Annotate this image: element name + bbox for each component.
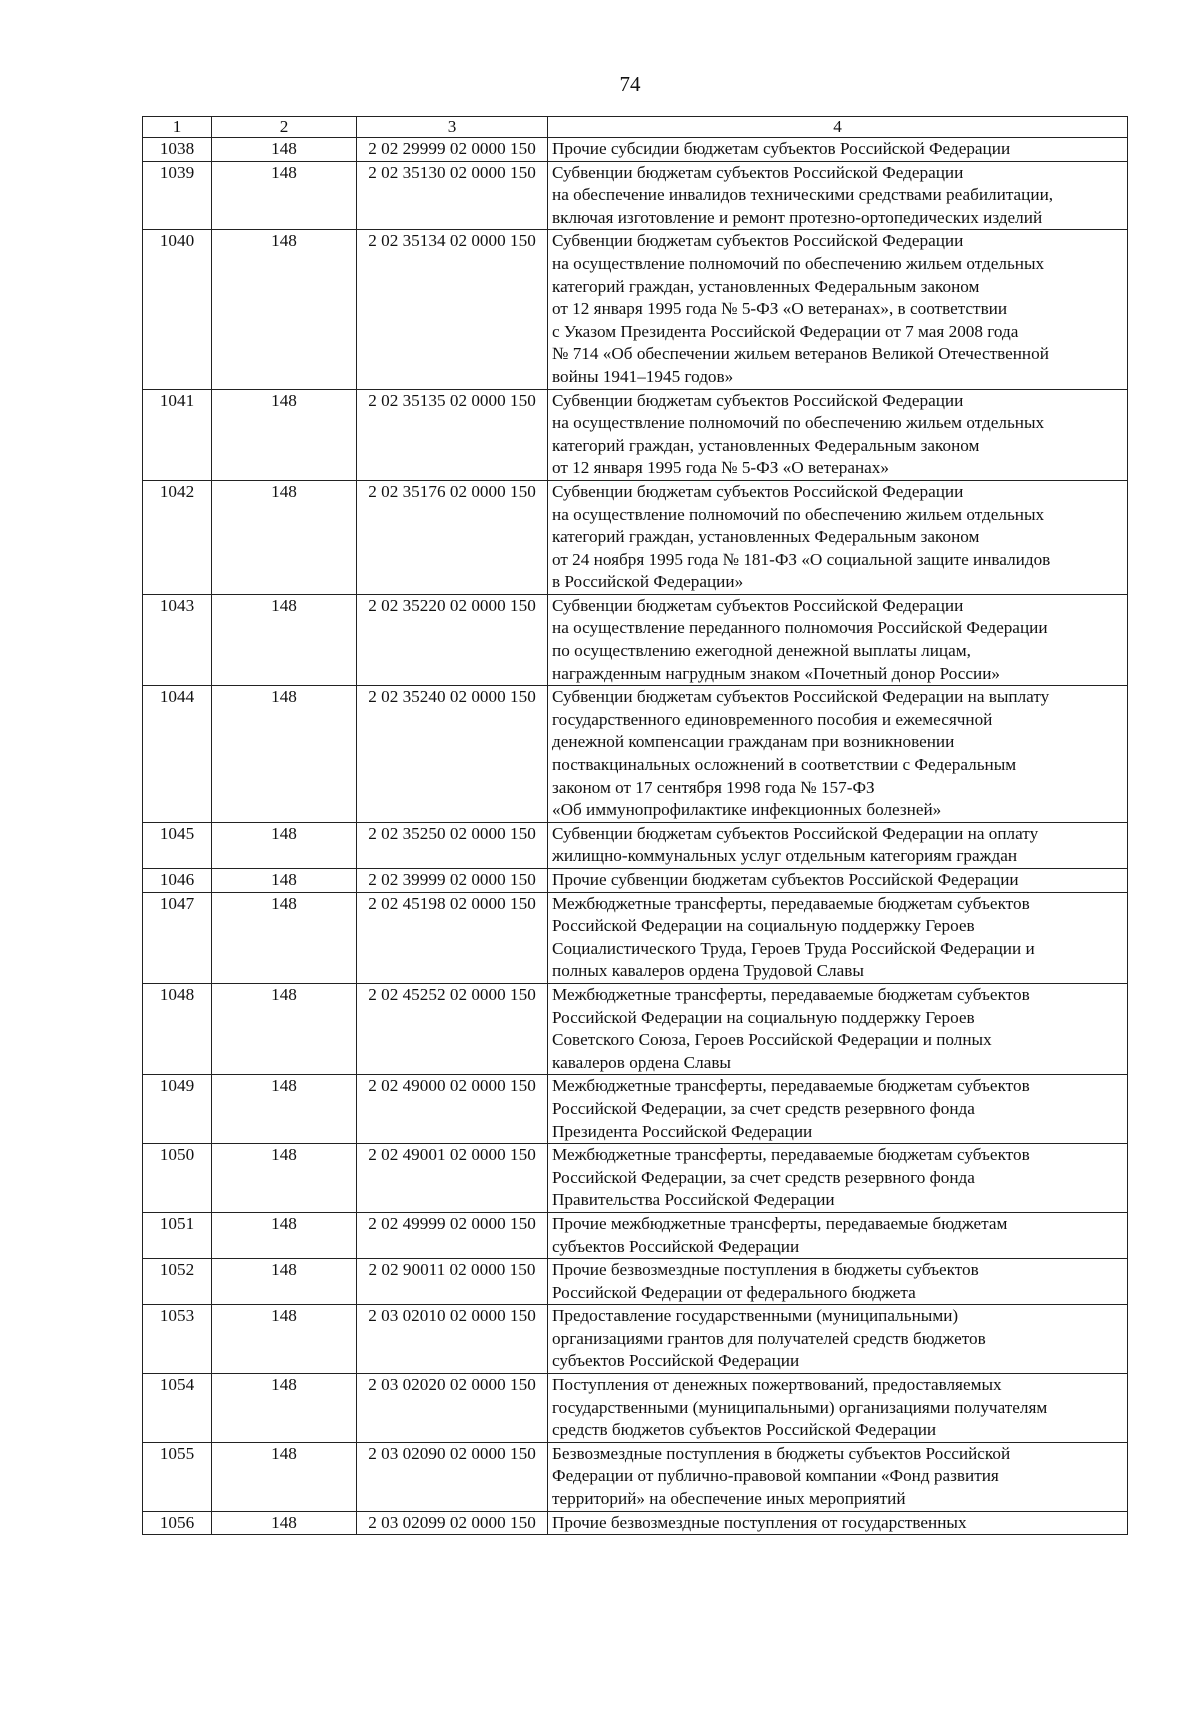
description-line: Поступления от денежных пожертвований, предоставляемых bbox=[552, 1375, 1002, 1395]
row-number: 1042 bbox=[143, 480, 212, 594]
income-description bbox=[548, 1075, 1128, 1144]
income-description bbox=[548, 1442, 1128, 1511]
description-line: категорий граждан, установленных Федеральным законом bbox=[552, 527, 980, 547]
administrator-code: 148 bbox=[212, 983, 357, 1074]
row-number: 1040 bbox=[143, 230, 212, 389]
row-number: 1049 bbox=[143, 1075, 212, 1144]
description-line: от 12 января 1995 года № 5-ФЗ «О ветеранах» bbox=[552, 458, 889, 478]
header-cell-2: 2 bbox=[212, 117, 357, 138]
budget-classification-code: 2 02 39999 02 0000 150 bbox=[357, 869, 548, 893]
administrator-code: 148 bbox=[212, 1305, 357, 1374]
budget-classification-code: 2 02 29999 02 0000 150 bbox=[357, 138, 548, 162]
administrator-code: 148 bbox=[212, 138, 357, 162]
row-number: 1056 bbox=[143, 1511, 212, 1535]
description-line: в Российской Федерации» bbox=[552, 572, 744, 592]
table-row bbox=[143, 983, 1128, 1074]
description-line: государственными (муниципальными) организациями получателям bbox=[552, 1397, 1048, 1417]
description-line: организациями грантов для получателей средств бюджетов bbox=[552, 1328, 986, 1348]
table-row bbox=[143, 686, 1128, 823]
income-description bbox=[548, 594, 1128, 685]
budget-classification-code: 2 03 02020 02 0000 150 bbox=[357, 1374, 548, 1443]
income-description bbox=[548, 1374, 1128, 1443]
table-row bbox=[143, 1144, 1128, 1213]
description-line: на осуществление полномочий по обеспечению жильем отдельных bbox=[552, 504, 1045, 524]
administrator-code: 148 bbox=[212, 1075, 357, 1144]
administrator-code: 148 bbox=[212, 230, 357, 389]
budget-classification-code: 2 02 49001 02 0000 150 bbox=[357, 1144, 548, 1213]
row-number: 1055 bbox=[143, 1442, 212, 1511]
income-description bbox=[548, 138, 1128, 162]
header-cell-1: 1 bbox=[143, 117, 212, 138]
description-line: территорий» на обеспечение иных мероприятий bbox=[552, 1489, 906, 1509]
page-number: 74 bbox=[619, 72, 641, 96]
administrator-code: 148 bbox=[212, 822, 357, 868]
row-number: 1047 bbox=[143, 892, 212, 983]
description-line: Предоставление государственными (муниципальными) bbox=[552, 1306, 959, 1326]
description-line: на осуществление полномочий по обеспечению жильем отдельных bbox=[552, 253, 1045, 273]
row-number: 1048 bbox=[143, 983, 212, 1074]
header-cell-3: 3 bbox=[357, 117, 548, 138]
row-number: 1041 bbox=[143, 389, 212, 480]
description-line: субъектов Российской Федерации bbox=[552, 1236, 800, 1256]
administrator-code: 148 bbox=[212, 869, 357, 893]
description-line: Российской Федерации от федерального бюджета bbox=[552, 1282, 916, 1302]
table-row bbox=[143, 1305, 1128, 1374]
table-row bbox=[143, 480, 1128, 594]
administrator-code: 148 bbox=[212, 480, 357, 594]
budget-classification-code: 2 02 45252 02 0000 150 bbox=[357, 983, 548, 1074]
description-line: Российской Федерации, за счет средств резервного фонда bbox=[552, 1167, 975, 1187]
description-line: № 714 «Об обеспечении жильем ветеранов Великой Отечественной bbox=[552, 344, 1049, 364]
income-description bbox=[548, 983, 1128, 1074]
description-line: Советского Союза, Героев Российской Федерации и полных bbox=[552, 1030, 992, 1050]
description-line: Российской Федерации на социальную поддержку Героев bbox=[552, 1007, 975, 1027]
table-row bbox=[143, 869, 1128, 893]
table-body bbox=[143, 138, 1128, 1535]
description-line: включая изготовление и ремонт протезно-ортопедических изделий bbox=[552, 207, 1043, 227]
description-line: на обеспечение инвалидов техническими средствами реабилитации, bbox=[552, 185, 1054, 205]
description-line: на осуществление переданного полномочия Российской Федерации bbox=[552, 618, 1048, 638]
administrator-code: 148 bbox=[212, 161, 357, 230]
budget-classification-code: 2 02 35176 02 0000 150 bbox=[357, 480, 548, 594]
row-number: 1050 bbox=[143, 1144, 212, 1213]
header-cell-4: 4 bbox=[548, 117, 1128, 138]
income-description bbox=[548, 1511, 1128, 1535]
administrator-code: 148 bbox=[212, 686, 357, 823]
description-line: Межбюджетные трансферты, передаваемые бюджетам субъектов bbox=[552, 1145, 1030, 1165]
description-line: Президента Российской Федерации bbox=[552, 1121, 813, 1141]
table-row bbox=[143, 892, 1128, 983]
description-line: Прочие безвозмездные поступления от государственных bbox=[552, 1512, 967, 1532]
administrator-code: 148 bbox=[212, 892, 357, 983]
description-line: средств бюджетов субъектов Российской Федерации bbox=[552, 1420, 937, 1440]
table-row bbox=[143, 161, 1128, 230]
income-description bbox=[548, 869, 1128, 893]
table-row bbox=[143, 1511, 1128, 1535]
description-line: с Указом Президента Российской Федерации от 7 мая 2008 года bbox=[552, 321, 1019, 341]
row-number: 1046 bbox=[143, 869, 212, 893]
description-line: Федерации от публично-правовой компании «Фонд развития bbox=[552, 1466, 999, 1486]
description-line: Межбюджетные трансферты, передаваемые бюджетам субъектов bbox=[552, 893, 1030, 913]
table-row bbox=[143, 1374, 1128, 1443]
administrator-code: 148 bbox=[212, 1511, 357, 1535]
income-description bbox=[548, 480, 1128, 594]
table-row bbox=[143, 594, 1128, 685]
budget-classification-code: 2 03 02090 02 0000 150 bbox=[357, 1442, 548, 1511]
administrator-code: 148 bbox=[212, 1144, 357, 1213]
income-description bbox=[548, 161, 1128, 230]
income-description bbox=[548, 892, 1128, 983]
income-description bbox=[548, 389, 1128, 480]
table-row bbox=[143, 1259, 1128, 1305]
row-number: 1043 bbox=[143, 594, 212, 685]
description-line: «Об иммунопрофилактике инфекционных болезней» bbox=[552, 800, 942, 820]
description-line: Межбюджетные трансферты, передаваемые бюджетам субъектов bbox=[552, 1076, 1030, 1096]
description-line: жилищно-коммунальных услуг отдельным категориям граждан bbox=[552, 846, 1018, 866]
description-line: Безвозмездные поступления в бюджеты субъектов Российской bbox=[552, 1443, 1011, 1463]
budget-classification-code: 2 02 35130 02 0000 150 bbox=[357, 161, 548, 230]
description-line: кавалеров ордена Славы bbox=[552, 1052, 731, 1072]
description-line: поствакцинальных осложнений в соответствии с Федеральным bbox=[552, 755, 1017, 775]
description-line: Субвенции бюджетам субъектов Российской Федерации bbox=[552, 595, 964, 615]
row-number: 1054 bbox=[143, 1374, 212, 1443]
description-line: государственного единовременного пособия и ежемесячной bbox=[552, 709, 993, 729]
description-line: субъектов Российской Федерации bbox=[552, 1351, 800, 1371]
budget-classification-code: 2 02 45198 02 0000 150 bbox=[357, 892, 548, 983]
description-line: войны 1941–1945 годов» bbox=[552, 366, 734, 386]
description-line: Субвенции бюджетам субъектов Российской Федерации bbox=[552, 481, 964, 501]
income-description bbox=[548, 1212, 1128, 1258]
budget-classification-code: 2 02 35250 02 0000 150 bbox=[357, 822, 548, 868]
description-line: Социалистического Труда, Героев Труда Российской Федерации и bbox=[552, 938, 1035, 958]
row-number: 1045 bbox=[143, 822, 212, 868]
table-row bbox=[143, 822, 1128, 868]
description-line: категорий граждан, установленных Федеральным законом bbox=[552, 276, 980, 296]
income-description bbox=[548, 1305, 1128, 1374]
budget-classification-code: 2 02 49999 02 0000 150 bbox=[357, 1212, 548, 1258]
income-description bbox=[548, 686, 1128, 823]
budget-classification-code: 2 02 35220 02 0000 150 bbox=[357, 594, 548, 685]
header-row bbox=[143, 117, 1128, 138]
administrator-code: 148 bbox=[212, 1212, 357, 1258]
table-row bbox=[143, 1442, 1128, 1511]
income-description bbox=[548, 230, 1128, 389]
description-line: Субвенции бюджетам субъектов Российской Федерации на выплату bbox=[552, 687, 1050, 707]
description-line: Субвенции бюджетам субъектов Российской Федерации bbox=[552, 231, 964, 251]
budget-classification-code: 2 02 35134 02 0000 150 bbox=[357, 230, 548, 389]
description-line: на осуществление полномочий по обеспечению жильем отдельных bbox=[552, 413, 1045, 433]
table-row bbox=[143, 1212, 1128, 1258]
budget-classification-code: 2 03 02099 02 0000 150 bbox=[357, 1511, 548, 1535]
row-number: 1039 bbox=[143, 161, 212, 230]
description-line: законом от 17 сентября 1998 года № 157-ФЗ bbox=[552, 777, 875, 797]
budget-classification-code: 2 02 49000 02 0000 150 bbox=[357, 1075, 548, 1144]
row-number: 1044 bbox=[143, 686, 212, 823]
administrator-code: 148 bbox=[212, 389, 357, 480]
description-line: Субвенции бюджетам субъектов Российской Федерации bbox=[552, 162, 964, 182]
description-line: Прочие субсидии бюджетам субъектов Российской Федерации bbox=[552, 139, 1011, 158]
description-line: Российской Федерации на социальную поддержку Героев bbox=[552, 916, 975, 936]
description-line: категорий граждан, установленных Федеральным законом bbox=[552, 435, 980, 455]
row-number: 1051 bbox=[143, 1212, 212, 1258]
row-number: 1052 bbox=[143, 1259, 212, 1305]
row-number: 1053 bbox=[143, 1305, 212, 1374]
table-row bbox=[143, 1075, 1128, 1144]
administrator-code: 148 bbox=[212, 1442, 357, 1511]
table-row bbox=[143, 138, 1128, 162]
description-line: Прочие субвенции бюджетам субъектов Российской Федерации bbox=[552, 870, 1019, 889]
description-line: Субвенции бюджетам субъектов Российской Федерации на оплату bbox=[552, 823, 1039, 843]
description-line: Субвенции бюджетам субъектов Российской Федерации bbox=[552, 390, 964, 410]
description-line: Прочие межбюджетные трансферты, передаваемые бюджетам bbox=[552, 1213, 1008, 1233]
budget-classification-code: 2 02 35240 02 0000 150 bbox=[357, 686, 548, 823]
codes-table bbox=[142, 116, 1128, 1535]
table-row bbox=[143, 389, 1128, 480]
description-line: по осуществлению ежегодной денежной выплаты лицам, bbox=[552, 641, 971, 661]
description-line: от 24 ноября 1995 года № 181-ФЗ «О социальной защите инвалидов bbox=[552, 549, 1051, 569]
description-line: Российской Федерации, за счет средств резервного фонда bbox=[552, 1098, 975, 1118]
budget-classification-code: 2 02 35135 02 0000 150 bbox=[357, 389, 548, 480]
table-row bbox=[143, 230, 1128, 389]
description-line: Правительства Российской Федерации bbox=[552, 1190, 835, 1210]
income-description bbox=[548, 1144, 1128, 1213]
administrator-code: 148 bbox=[212, 594, 357, 685]
budget-classification-code: 2 02 90011 02 0000 150 bbox=[357, 1259, 548, 1305]
description-line: Межбюджетные трансферты, передаваемые бюджетам субъектов bbox=[552, 984, 1030, 1004]
description-line: полных кавалеров ордена Трудовой Славы bbox=[552, 961, 864, 981]
budget-classification-code: 2 03 02010 02 0000 150 bbox=[357, 1305, 548, 1374]
income-description bbox=[548, 1259, 1128, 1305]
income-description bbox=[548, 822, 1128, 868]
description-line: награжденным нагрудным знаком «Почетный донор России» bbox=[552, 663, 1001, 683]
row-number: 1038 bbox=[143, 138, 212, 162]
description-line: Прочие безвозмездные поступления в бюджеты субъектов bbox=[552, 1260, 979, 1280]
administrator-code: 148 bbox=[212, 1374, 357, 1443]
administrator-code: 148 bbox=[212, 1259, 357, 1305]
description-line: от 12 января 1995 года № 5-ФЗ «О ветеранах», в соответствии bbox=[552, 299, 1008, 319]
description-line: денежной компенсации гражданам при возникновении bbox=[552, 732, 955, 752]
